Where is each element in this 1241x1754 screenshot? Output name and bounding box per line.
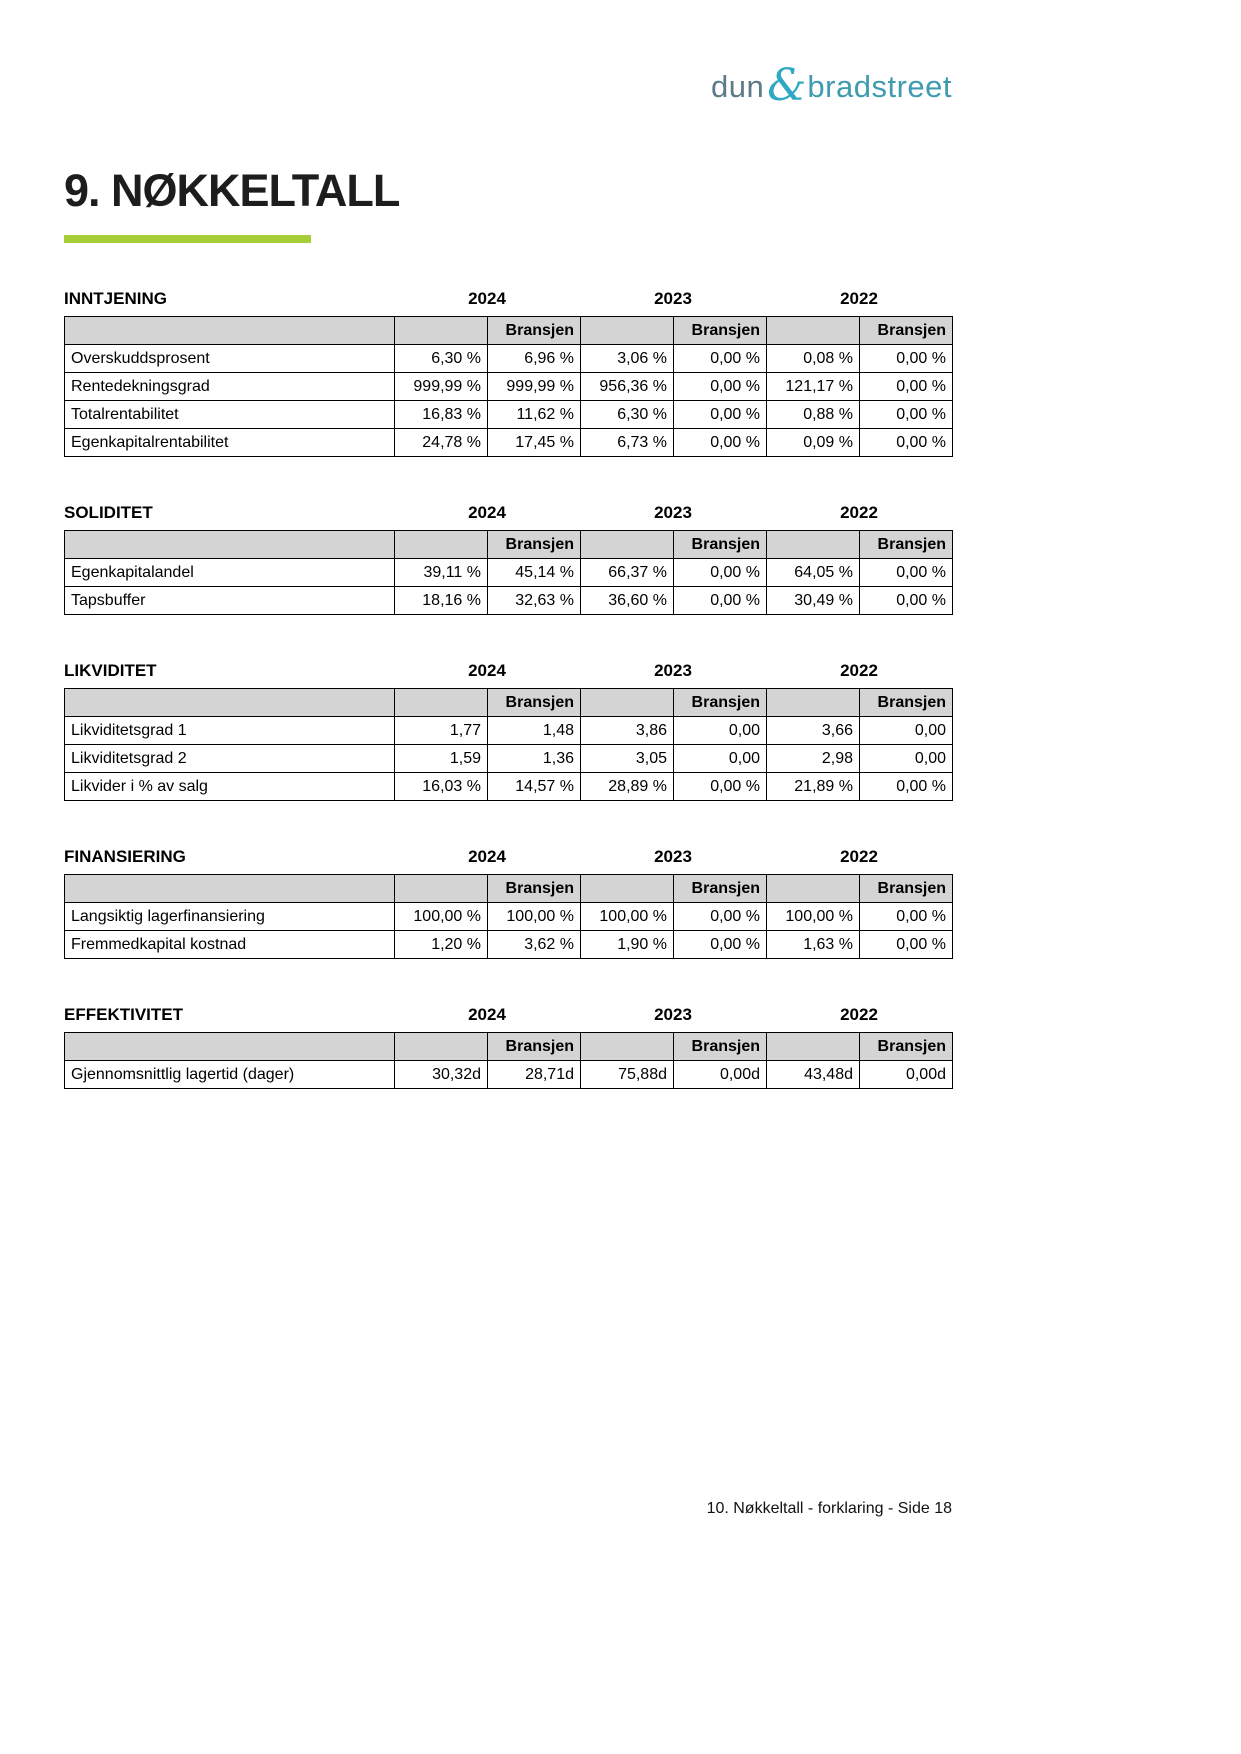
value-cell: 28,71d — [488, 1061, 581, 1089]
table-row — [65, 903, 953, 931]
empty-header-cell — [395, 531, 488, 559]
bransjen-header: Bransjen — [674, 1033, 767, 1061]
bransjen-header: Bransjen — [488, 1033, 581, 1061]
year-2022-header: 2022 — [840, 661, 878, 680]
empty-header-cell — [395, 1033, 488, 1061]
section-title: SOLIDITET — [64, 503, 153, 522]
table-header-row — [65, 875, 953, 903]
value-cell: 32,63 % — [488, 587, 581, 615]
value-cell: 0,00 % — [674, 559, 767, 587]
bransjen-header: Bransjen — [674, 689, 767, 717]
empty-header-cell — [767, 317, 860, 345]
table-row — [65, 773, 953, 801]
empty-header-cell — [65, 875, 395, 903]
value-cell: 999,99 % — [395, 373, 488, 401]
section-inntjening — [64, 289, 952, 457]
value-cell: 0,00 % — [674, 903, 767, 931]
value-cell: 75,88d — [581, 1061, 674, 1089]
table-row — [65, 745, 953, 773]
value-cell: 0,00 % — [860, 773, 953, 801]
bransjen-header: Bransjen — [860, 875, 953, 903]
effektivitet-table — [64, 1032, 953, 1089]
value-cell: 30,49 % — [767, 587, 860, 615]
value-cell: 21,89 % — [767, 773, 860, 801]
logo-ampersand-icon: & — [767, 60, 807, 111]
value-cell: 1,20 % — [395, 931, 488, 959]
value-cell: 0,00 — [674, 717, 767, 745]
value-cell: 956,36 % — [581, 373, 674, 401]
value-cell: 6,73 % — [581, 429, 674, 457]
year-2023-header: 2023 — [654, 289, 692, 308]
year-2024-header: 2024 — [468, 847, 506, 866]
value-cell: 100,00 % — [488, 903, 581, 931]
bransjen-header: Bransjen — [674, 317, 767, 345]
year-2022-header: 2022 — [840, 847, 878, 866]
value-cell: 16,03 % — [395, 773, 488, 801]
value-cell: 0,88 % — [767, 401, 860, 429]
year-2023-header: 2023 — [654, 503, 692, 522]
bransjen-header: Bransjen — [488, 317, 581, 345]
bransjen-header: Bransjen — [488, 531, 581, 559]
empty-header-cell — [767, 531, 860, 559]
value-cell: 66,37 % — [581, 559, 674, 587]
year-2022-header: 2022 — [840, 289, 878, 308]
empty-header-cell — [65, 531, 395, 559]
page-content — [64, 0, 952, 1135]
bransjen-header: Bransjen — [860, 317, 953, 345]
value-cell: 0,00 % — [860, 559, 953, 587]
value-cell: 1,77 — [395, 717, 488, 745]
row-label: Egenkapitalrentabilitet — [65, 429, 395, 457]
value-cell: 14,57 % — [488, 773, 581, 801]
year-2024-header: 2024 — [468, 503, 506, 522]
value-cell: 0,00 % — [674, 401, 767, 429]
value-cell: 1,90 % — [581, 931, 674, 959]
value-cell: 1,48 — [488, 717, 581, 745]
value-cell: 39,11 % — [395, 559, 488, 587]
table-row — [65, 931, 953, 959]
year-2024-header: 2024 — [468, 1005, 506, 1024]
bransjen-header: Bransjen — [674, 875, 767, 903]
section-effektivitet — [64, 1005, 952, 1089]
value-cell: 43,48d — [767, 1061, 860, 1089]
value-cell: 0,00 — [674, 745, 767, 773]
value-cell: 64,05 % — [767, 559, 860, 587]
year-header-row — [64, 503, 952, 523]
soliditet-table — [64, 530, 953, 615]
year-2022-header: 2022 — [840, 503, 878, 522]
value-cell: 100,00 % — [395, 903, 488, 931]
value-cell: 0,00 % — [860, 903, 953, 931]
value-cell: 0,00d — [674, 1061, 767, 1089]
page-title: 9. NØKKELTALL — [64, 165, 400, 216]
year-2023-header: 2023 — [654, 1005, 692, 1024]
section-title: FINANSIERING — [64, 847, 186, 866]
row-label: Likviditetsgrad 2 — [65, 745, 395, 773]
value-cell: 18,16 % — [395, 587, 488, 615]
value-cell: 0,00 % — [674, 931, 767, 959]
value-cell: 28,89 % — [581, 773, 674, 801]
value-cell: 100,00 % — [767, 903, 860, 931]
row-label: Overskuddsprosent — [65, 345, 395, 373]
table-row — [65, 429, 953, 457]
value-cell: 6,96 % — [488, 345, 581, 373]
section-title: EFFEKTIVITET — [64, 1005, 183, 1024]
value-cell: 17,45 % — [488, 429, 581, 457]
empty-header-cell — [767, 875, 860, 903]
table-row — [65, 1061, 953, 1089]
value-cell: 0,00 % — [860, 345, 953, 373]
section-finansiering — [64, 847, 952, 959]
empty-header-cell — [395, 875, 488, 903]
empty-header-cell — [581, 689, 674, 717]
table-row — [65, 559, 953, 587]
bransjen-header: Bransjen — [860, 1033, 953, 1061]
empty-header-cell — [767, 689, 860, 717]
value-cell: 0,00 % — [860, 401, 953, 429]
year-2024-header: 2024 — [468, 661, 506, 680]
row-label: Tapsbuffer — [65, 587, 395, 615]
value-cell: 3,66 — [767, 717, 860, 745]
value-cell: 1,63 % — [767, 931, 860, 959]
empty-header-cell — [581, 1033, 674, 1061]
value-cell: 0,00d — [860, 1061, 953, 1089]
value-cell: 11,62 % — [488, 401, 581, 429]
year-2023-header: 2023 — [654, 847, 692, 866]
section-title: LIKVIDITET — [64, 661, 157, 680]
inntjening-table — [64, 316, 953, 457]
empty-header-cell — [581, 531, 674, 559]
value-cell: 0,00 % — [674, 587, 767, 615]
table-header-row — [65, 531, 953, 559]
table-row — [65, 717, 953, 745]
bransjen-header: Bransjen — [488, 875, 581, 903]
table-header-row — [65, 689, 953, 717]
empty-header-cell — [65, 689, 395, 717]
table-row — [65, 401, 953, 429]
bransjen-header: Bransjen — [674, 531, 767, 559]
empty-header-cell — [65, 317, 395, 345]
value-cell: 6,30 % — [581, 401, 674, 429]
value-cell: 999,99 % — [488, 373, 581, 401]
value-cell: 3,05 — [581, 745, 674, 773]
value-cell: 45,14 % — [488, 559, 581, 587]
year-header-row — [64, 847, 952, 867]
value-cell: 100,00 % — [581, 903, 674, 931]
value-cell: 0,00 % — [860, 373, 953, 401]
empty-header-cell — [65, 1033, 395, 1061]
green-accent-bar — [64, 235, 311, 243]
empty-header-cell — [581, 875, 674, 903]
value-cell: 36,60 % — [581, 587, 674, 615]
value-cell: 0,00 — [860, 717, 953, 745]
table-row — [65, 587, 953, 615]
value-cell: 30,32d — [395, 1061, 488, 1089]
year-header-row — [64, 1005, 952, 1025]
tables-area — [64, 289, 952, 1089]
table-header-row — [65, 1033, 953, 1061]
year-2024-header: 2024 — [468, 289, 506, 308]
value-cell: 0,00 — [860, 745, 953, 773]
value-cell: 1,59 — [395, 745, 488, 773]
row-label: Likvider i % av salg — [65, 773, 395, 801]
value-cell: 0,00 % — [674, 429, 767, 457]
table-row — [65, 345, 953, 373]
value-cell: 6,30 % — [395, 345, 488, 373]
row-label: Fremmedkapital kostnad — [65, 931, 395, 959]
value-cell: 0,00 % — [860, 429, 953, 457]
value-cell: 121,17 % — [767, 373, 860, 401]
finansiering-table — [64, 874, 953, 959]
value-cell: 0,00 % — [674, 373, 767, 401]
section-soliditet — [64, 503, 952, 615]
year-2023-header: 2023 — [654, 661, 692, 680]
value-cell: 0,00 % — [860, 587, 953, 615]
empty-header-cell — [395, 317, 488, 345]
logo-dun-text: dun — [711, 69, 765, 104]
value-cell: 0,08 % — [767, 345, 860, 373]
row-label: Gjennomsnittlig lagertid (dager) — [65, 1061, 395, 1089]
empty-header-cell — [581, 317, 674, 345]
year-header-row — [64, 289, 952, 309]
likviditet-table — [64, 688, 953, 801]
year-header-row — [64, 661, 952, 681]
value-cell: 1,36 — [488, 745, 581, 773]
page-footer: 10. Nøkkeltall - forklaring - Side 18 — [706, 1500, 952, 1517]
bransjen-header: Bransjen — [860, 689, 953, 717]
value-cell: 0,09 % — [767, 429, 860, 457]
value-cell: 0,00 % — [674, 345, 767, 373]
empty-header-cell — [767, 1033, 860, 1061]
year-2022-header: 2022 — [840, 1005, 878, 1024]
table-header-row — [65, 317, 953, 345]
value-cell: 2,98 — [767, 745, 860, 773]
value-cell: 3,62 % — [488, 931, 581, 959]
value-cell: 3,06 % — [581, 345, 674, 373]
value-cell: 16,83 % — [395, 401, 488, 429]
row-label: Likviditetsgrad 1 — [65, 717, 395, 745]
value-cell: 0,00 % — [674, 773, 767, 801]
table-row — [65, 373, 953, 401]
value-cell: 0,00 % — [860, 931, 953, 959]
row-label: Totalrentabilitet — [65, 401, 395, 429]
row-label: Langsiktig lagerfinansiering — [65, 903, 395, 931]
row-label: Rentedekningsgrad — [65, 373, 395, 401]
bransjen-header: Bransjen — [860, 531, 953, 559]
value-cell: 3,86 — [581, 717, 674, 745]
section-title: INNTJENING — [64, 289, 167, 308]
bransjen-header: Bransjen — [488, 689, 581, 717]
empty-header-cell — [395, 689, 488, 717]
logo-bradstreet-text: bradstreet — [807, 69, 952, 104]
value-cell: 24,78 % — [395, 429, 488, 457]
section-likviditet — [64, 661, 952, 801]
row-label: Egenkapitalandel — [65, 559, 395, 587]
